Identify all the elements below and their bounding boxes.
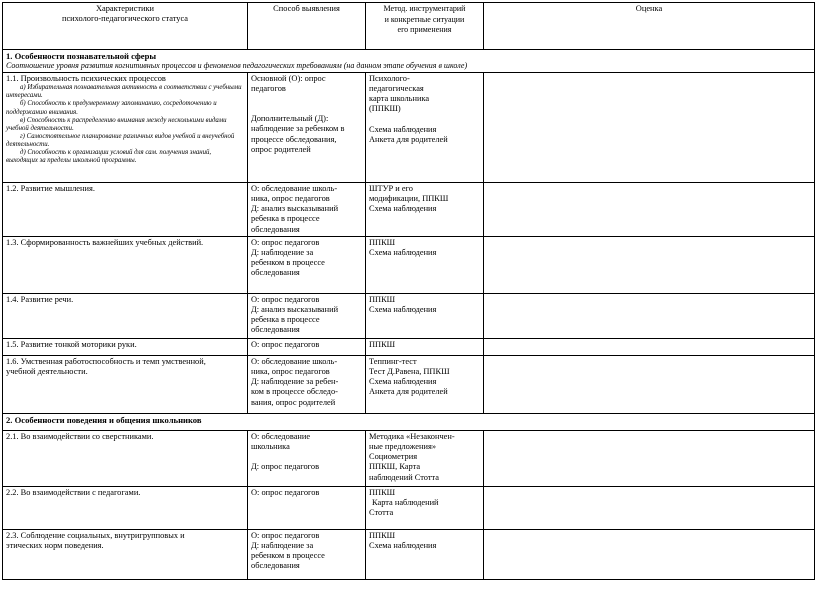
row-2-3-method: О: опрос педагогов Д: наблюдение за ребенком в процессе обследования bbox=[248, 530, 366, 580]
table-row bbox=[3, 487, 815, 530]
section-1-cell bbox=[3, 50, 815, 73]
section-2-title: 2. Особенности поведения и общения школьников bbox=[6, 415, 202, 426]
row-1-1-characteristic: 1.1. Произвольность психических процессов а) Избирательная познавательная активность в соответствии с учебными интересами. б) Способность к предумеренному запоминанию, сосредоточению и поддержанию внимания. в) Способность к распределению внимания между несколькими видами учебной деятельности. г) Самостоятельное планирование различных видов учебной и внеучебной деятельности. д) Способность к организации условий для сам. получения знаний, выходящих за пределы школьной программы. bbox=[3, 73, 248, 183]
row-1-2-characteristic: 1.2. Развитие мышления. bbox=[3, 183, 248, 237]
table-row bbox=[3, 73, 815, 183]
row-1-5-method: О: опрос педагогов bbox=[248, 339, 366, 356]
row-1-6-characteristic: 1.6. Умственная работоспособность и темп умственной, учебной деятельности. bbox=[3, 356, 248, 414]
table-row bbox=[3, 237, 815, 294]
row-2-3-tools: ППКШ Схема наблюдения bbox=[366, 530, 484, 580]
row-1-1-assessment bbox=[484, 73, 815, 183]
section-2-cell bbox=[3, 414, 815, 431]
section-row bbox=[3, 50, 815, 73]
row-1-2-tools: ШТУР и его модификации, ППКШ Схема наблюдения bbox=[366, 183, 484, 237]
row-1-6-tools: Теппинг-тест Тест Д.Равена, ППКШ Схема наблюдения Анкета для родителей bbox=[366, 356, 484, 414]
header-method: Способ выявления bbox=[248, 3, 366, 50]
section-1-title: 1. Особенности познавательной сферы bbox=[6, 51, 157, 61]
row-2-2-characteristic: 2.2. Во взаимодействии с педагогами. bbox=[3, 487, 248, 530]
row-1-6-assessment bbox=[484, 356, 815, 414]
row-2-2-assessment bbox=[484, 487, 815, 530]
row-2-1-characteristic: 2.1. Во взаимодействии со сверстниками. bbox=[3, 431, 248, 487]
characteristics-table bbox=[2, 2, 815, 580]
row-2-1-method: О: обследование школьника Д: опрос педагогов bbox=[248, 431, 366, 487]
row-2-1-tools: Методика «Незакончен- ные предложения» Социометрия ППКШ, Карта наблюдений Стотта bbox=[366, 431, 484, 487]
table-row bbox=[3, 431, 815, 487]
row-1-3-characteristic: 1.3. Сформированность важнейших учебных действий. bbox=[3, 237, 248, 294]
header-characteristics: Характеристики психолого-педагогического статуса bbox=[3, 3, 248, 50]
row-1-6-method: О: обследование школь- ника, опрос педагогов Д: наблюдение за ребен- ком в процессе обследо- вания, опрос родителей bbox=[248, 356, 366, 414]
row-2-2-method: О: опрос педагогов bbox=[248, 487, 366, 530]
table-row bbox=[3, 183, 815, 237]
header-tools: Метод. инструментарий и конкретные ситуации его применения bbox=[366, 3, 484, 50]
row-1-4-assessment bbox=[484, 294, 815, 339]
row-2-2-tools: ППКШ Карта наблюдений Стотта bbox=[366, 487, 484, 530]
row-1-3-tools: ППКШ Схема наблюдения bbox=[366, 237, 484, 294]
row-1-1-method: Основной (О): опрос педагогов Дополнительный (Д): наблюдение за ребенком в процессе обследования, опрос родителей bbox=[248, 73, 366, 183]
row-1-5-characteristic: 1.5. Развитие тонкой моторики руки. bbox=[3, 339, 248, 356]
table-row bbox=[3, 294, 815, 339]
row-2-3-characteristic: 2.3. Соблюдение социальных, внутригрупповых и этических норм поведения. bbox=[3, 530, 248, 580]
row-1-2-assessment bbox=[484, 183, 815, 237]
row-1-4-method: О: опрос педагогов Д: анализ высказываний ребенка в процессе обследования bbox=[248, 294, 366, 339]
row-1-1-tools: Психолого- педагогическая карта школьника (ППКШ) Схема наблюдения Анкета для родителей bbox=[366, 73, 484, 183]
row-1-5-tools: ППКШ bbox=[366, 339, 484, 356]
header-row bbox=[3, 3, 815, 50]
table-row bbox=[3, 339, 815, 356]
row-2-1-assessment bbox=[484, 431, 815, 487]
row-1-4-characteristic: 1.4. Развитие речи. bbox=[3, 294, 248, 339]
row-2-3-assessment bbox=[484, 530, 815, 580]
row-1-3-method: О: опрос педагогов Д: наблюдение за ребенком в процессе обследования bbox=[248, 237, 366, 294]
section-row bbox=[3, 414, 815, 431]
row-1-3-assessment bbox=[484, 237, 815, 294]
table-row bbox=[3, 530, 815, 580]
table-row bbox=[3, 356, 815, 414]
section-1-subtitle: Соотношение уровня развития когнитивных процессов и феноменов педагогических требованиям (на данном этапе обучения в школе) bbox=[6, 61, 468, 71]
row-1-2-method: О: обследование школь- ника, опрос педагогов Д: анализ высказываний ребенка в процессе обследования bbox=[248, 183, 366, 237]
row-1-4-tools: ППКШ Схема наблюдения bbox=[366, 294, 484, 339]
row-1-5-assessment bbox=[484, 339, 815, 356]
header-assessment: Оценка bbox=[484, 3, 815, 50]
